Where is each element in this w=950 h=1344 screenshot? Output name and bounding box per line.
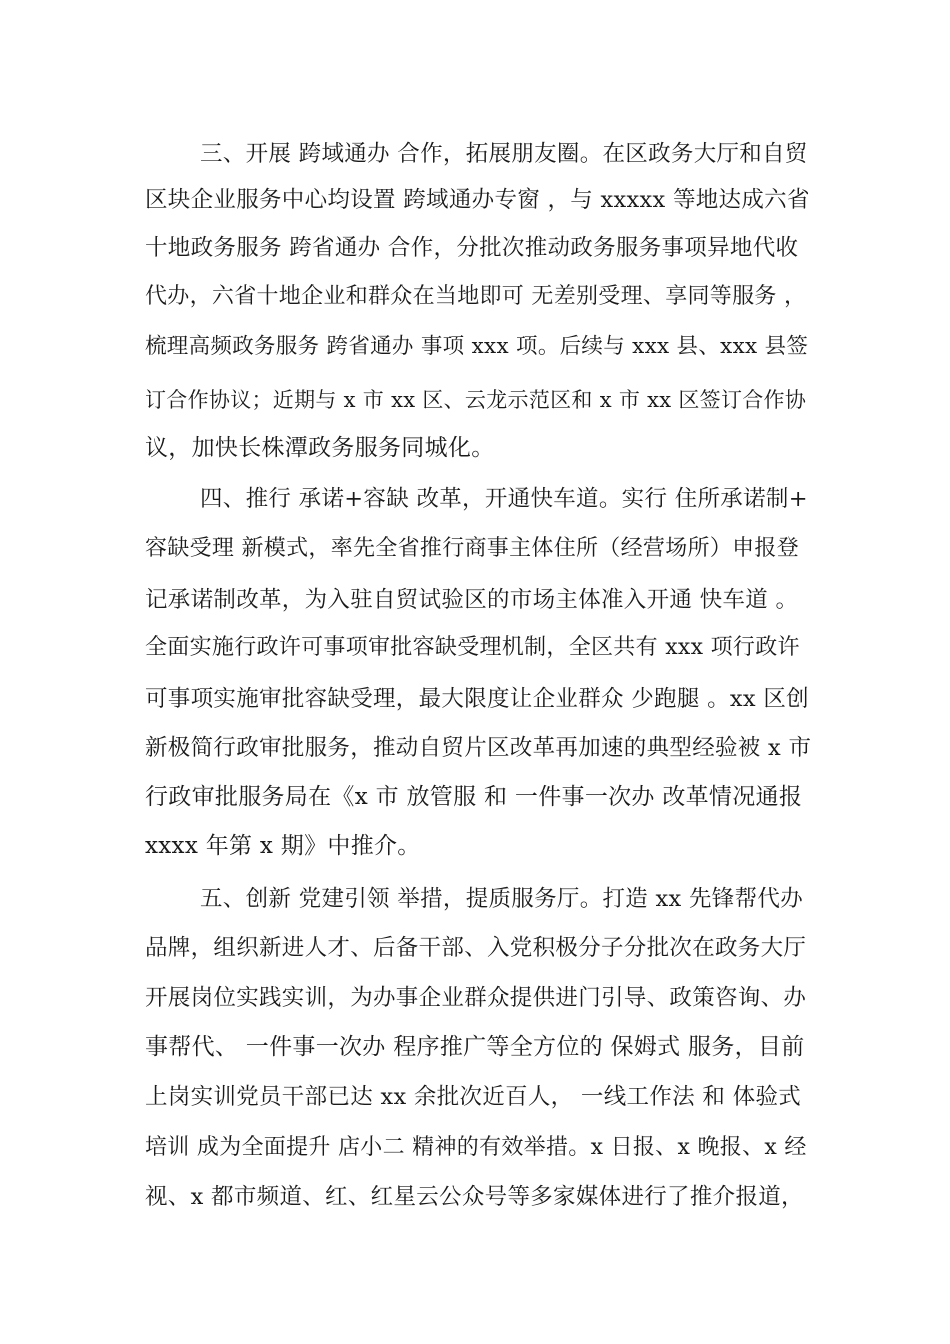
paragraph-2-line-3: 记承诺制改革，为入驻自贸试验区的市场主体准入开通 快车道 。 xyxy=(145,587,799,613)
paragraph-2-line-2: 容缺受理 新模式，率先全省推行商事主体住所（经营场所）申报登 xyxy=(145,536,799,561)
paragraph-1-line-6: 订合作协议；近期与 x 市 xx 区、云龙示范区和 x 市 xx 区签订合作协 xyxy=(145,388,807,412)
paragraph-1-line-4: 代办，六省十地企业和群众在当地即可 无差别受理、享同等服务 ， xyxy=(145,284,807,309)
paragraph-3-line-3: 开展岗位实践实训，为办事企业群众提供进门引导、政策咨询、办 xyxy=(145,985,807,1011)
paragraph-1-line-2: 区块企业服务中心均设置 跨域通办专窗 ，与 xxxxx 等地达成六省 xyxy=(145,187,810,213)
paragraph-2-line-8: xxxx 年第 x 期》中推介。 xyxy=(145,833,421,859)
paragraph-2-line-5: 可事项实施审批容缺受理，最大限度让企业群众 少跑腿 。xx 区创 xyxy=(145,686,809,712)
paragraph-2-line-6: 新极简行政审批服务，推动自贸片区改革再加速的典型经验被 x 市 xyxy=(145,735,812,761)
paragraph-3-line-6: 培训 成为全面提升 店小二 精神的有效举措。x 日报、x 晚报、x 经 xyxy=(145,1135,807,1160)
paragraph-2-line-7: 行政审批服务局在《x 市 放管服 和 一件事一次办 改革情况通报 xyxy=(145,784,803,810)
paragraph-1-line-1: 三、开展 跨域通办 合作，拓展朋友圈。在区政务大厅和自贸 xyxy=(200,141,808,167)
paragraph-2-line-4: 全面实施行政许可事项审批容缺受理机制，全区共有 xxx 项行政许 xyxy=(145,635,800,660)
paragraph-3-line-2: 品牌，组织新进人才、后备干部、入党积极分子分批次在政务大厅 xyxy=(145,935,807,961)
paragraph-3-line-1: 五、创新 党建引领 举措，提质服务厅。打造 xx 先锋帮代办 xyxy=(200,886,803,912)
paragraph-3-line-4: 事帮代、 一件事一次办 程序推广等全方位的 保姆式 服务，目前 xyxy=(145,1034,805,1060)
paragraph-1-line-5: 梳理高频政务服务 跨省通办 事项 xxx 项。后续与 xxx 县、xxx 县签 xyxy=(145,334,809,359)
paragraph-3-line-5: 上岗实训党员干部已达 xx 余批次近百人， 一线工作法 和 体验式 xyxy=(145,1084,802,1110)
paragraph-1-line-7: 议，加快长株潭政务服务同城化。 xyxy=(145,435,495,461)
paragraph-2-line-1: 四、推行 承诺+容缺 改革，开通快车道。实行 住所承诺制+ xyxy=(200,486,808,512)
paragraph-3-line-7: 视、x 都市频道、红、红星云公众号等多家媒体进行了推介报道， xyxy=(145,1184,804,1210)
paragraph-1-line-3: 十地政务服务 跨省通办 合作，分批次推动政务服务事项异地代收 xyxy=(145,235,799,261)
